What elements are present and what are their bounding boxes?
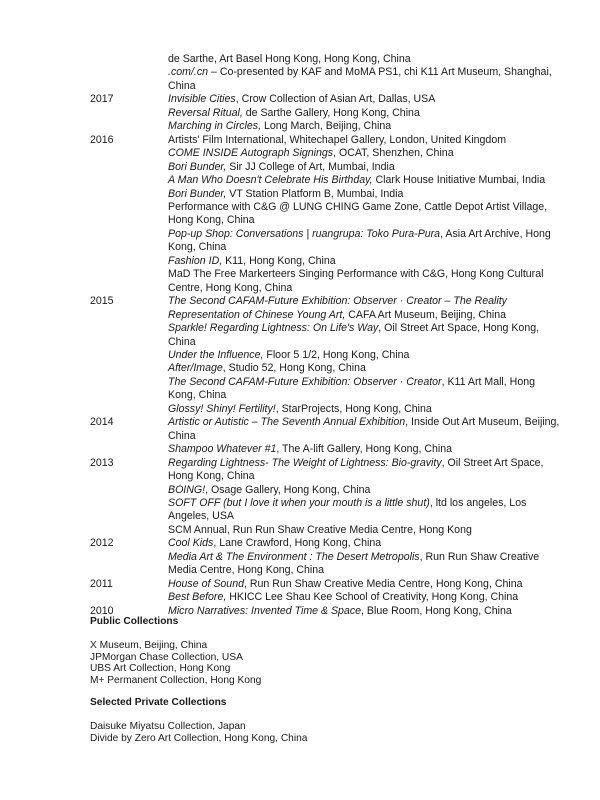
exhibition-row <box>90 295 560 322</box>
exhibition-year <box>90 161 168 174</box>
exhibition-row <box>90 457 560 484</box>
collection-item: X Museum, Beijing, China <box>90 640 208 651</box>
exhibition-title: Best Before, <box>168 591 227 604</box>
exhibition-venue: , StarProjects, Hong Kong, China <box>275 402 432 415</box>
exhibition-entry <box>168 53 560 66</box>
exhibition-row <box>90 161 560 174</box>
exhibition-entry <box>168 457 560 484</box>
exhibition-title: The Second CAFAM-Future Exhibition: Observer · Creator <box>168 375 442 388</box>
exhibition-title: Under the Influence, <box>168 348 264 361</box>
exhibition-venue: , K11 Art Mall, Hong Kong, China <box>168 375 536 402</box>
exhibition-title: Bori Bunder, <box>168 187 227 200</box>
exhibition-venue: , Oil Street Art Space, Hong Kong, China <box>168 456 544 483</box>
exhibition-entry <box>168 188 560 201</box>
exhibition-entry <box>168 416 560 443</box>
exhibition-venue: , Studio 52, Hong Kong, China <box>222 362 366 375</box>
exhibition-entry <box>168 497 560 524</box>
exhibition-year <box>90 551 168 578</box>
exhibition-venue: , Blue Room, Hong Kong, China <box>361 604 512 617</box>
exhibition-venue: Artists' Film International, Whitechapel Gallery, London, United Kingdom <box>168 133 507 146</box>
exhibition-year: 2015 <box>90 295 114 308</box>
exhibition-year: 2011 <box>90 577 113 590</box>
exhibition-venue: Performance with C&G @ LUNG CHING Game Zone, Cattle Depot Artist Village, Hong Kong, China <box>168 200 548 227</box>
exhibition-year <box>90 403 168 416</box>
exhibition-title: Bori Bunder, <box>168 160 227 173</box>
exhibition-venue: Sir JJ College of Art, Mumbai, India <box>226 160 395 173</box>
collection-item: JPMorgan Chase Collection, USA <box>90 651 243 663</box>
public-collections-section <box>90 616 560 686</box>
exhibition-venue: , Inside Out Art Museum, Beijing, China <box>168 416 560 442</box>
exhibition-entry <box>168 484 560 497</box>
exhibition-venue: de Sarthe Gallery, Hong Kong, China <box>242 106 420 119</box>
exhibition-entry <box>168 362 560 375</box>
public-collections-heading: Public Collections <box>90 616 179 627</box>
exhibition-year <box>90 376 168 403</box>
exhibition-year <box>90 349 168 362</box>
exhibition-year: 2013 <box>90 456 114 469</box>
exhibition-row <box>90 349 560 362</box>
collection-item: Daisuke Miyatsu Collection, Japan <box>90 721 246 732</box>
exhibition-row <box>90 188 560 201</box>
exhibition-year <box>90 107 168 120</box>
exhibition-venue: Long March, Beijing, China <box>261 120 392 133</box>
exhibition-title: Fashion ID, <box>168 254 223 267</box>
exhibition-venue: VT Station Platform B, Mumbai, India <box>226 187 404 200</box>
exhibition-venue: – Co-presented by KAF and MoMA PS1, chi K11 Art Museum, Shanghai, China <box>168 66 552 92</box>
exhibition-entry <box>168 443 560 456</box>
exhibition-entry <box>168 537 560 550</box>
private-collections-section <box>90 697 560 744</box>
exhibition-entry <box>168 591 560 604</box>
exhibition-year <box>90 443 168 456</box>
exhibition-title: Reversal Ritual, <box>168 106 243 119</box>
exhibition-list <box>90 53 560 618</box>
exhibition-year: 2012 <box>90 537 114 550</box>
exhibition-entry <box>168 228 560 255</box>
exhibition-venue: , Run Run Shaw Creative Media Centre, Hong Kong, China <box>243 577 523 590</box>
exhibition-row <box>90 107 560 120</box>
exhibition-year: 2014 <box>90 416 114 429</box>
exhibition-entry <box>168 524 560 537</box>
exhibition-row <box>90 484 560 497</box>
exhibition-row <box>90 416 560 443</box>
exhibition-row <box>90 591 560 604</box>
exhibition-title: Shampoo Whatever #1 <box>168 443 277 456</box>
exhibition-venue: Floor 5 1/2, Hong Kong, China <box>263 348 410 361</box>
exhibition-venue: , Oil Street Art Space, Hong Kong, China <box>168 322 540 348</box>
exhibition-year <box>90 484 168 497</box>
exhibition-venue: Clark House Initiative Mumbai, India <box>372 174 546 187</box>
exhibition-venue: , Crow Collection of Asian Art, Dallas, USA <box>235 93 436 106</box>
exhibition-entry <box>168 268 560 295</box>
exhibition-entry <box>168 93 560 106</box>
private-collections-heading: Selected Private Collections <box>90 697 227 708</box>
exhibition-row <box>90 53 560 66</box>
exhibition-title: COME INSIDE Autograph Signings <box>168 147 334 160</box>
exhibition-year <box>90 66 168 93</box>
exhibition-row <box>90 268 560 295</box>
exhibition-entry <box>168 295 560 322</box>
exhibition-row <box>90 134 560 147</box>
exhibition-venue: K11, Hong Kong, China <box>222 254 336 267</box>
exhibition-row <box>90 120 560 133</box>
exhibition-title: SOFT OFF (but I love it when your mouth is a little shut) <box>168 496 430 509</box>
exhibition-title: Sparkle! Regarding Lightness: On Life's Way <box>168 322 379 335</box>
exhibition-row <box>90 403 560 416</box>
exhibition-row <box>90 362 560 375</box>
exhibition-entry <box>168 107 560 120</box>
exhibition-venue: , ltd los angeles, Los Angeles, USA <box>168 496 527 523</box>
exhibition-year <box>90 362 168 375</box>
exhibition-title: Invisible Cities <box>168 93 236 106</box>
exhibition-venue: , Run Run Shaw Creative Media Centre, Hong Kong, China <box>168 550 540 577</box>
exhibition-row <box>90 376 560 403</box>
exhibition-venue: HKICC Lee Shau Kee School of Creativity, Hong Kong, China <box>226 591 519 604</box>
exhibition-title: Artistic or Autistic – The Seventh Annual Exhibition <box>168 416 406 429</box>
exhibition-row <box>90 497 560 524</box>
exhibition-title: Regarding Lightness- The Weight of Lightness: Bio-gravity <box>168 456 442 469</box>
exhibition-year <box>90 591 168 604</box>
exhibition-venue: , Osage Gallery, Hong Kong, China <box>205 483 371 496</box>
exhibition-year <box>90 255 168 268</box>
exhibition-entry <box>168 147 560 160</box>
exhibition-entry <box>168 66 560 93</box>
exhibition-venue: , The A-lift Gallery, Hong Kong, China <box>276 443 453 456</box>
exhibition-entry <box>168 349 560 362</box>
exhibition-title: A Man Who Doesn't Celebrate His Birthday, <box>168 174 373 187</box>
public-collections-list <box>90 640 560 686</box>
exhibition-title: Glossy! Shiny! Fertility! <box>168 402 276 415</box>
collection-item: Divide by Zero Art Collection, Hong Kong, China <box>90 732 308 744</box>
exhibition-title: Pop-up Shop: Conversations | ruangrupa: Toko Pura-Pura <box>168 227 441 240</box>
exhibition-title: Cool Kids <box>168 537 214 550</box>
exhibition-row <box>90 255 560 268</box>
exhibition-entry <box>168 376 560 403</box>
exhibition-entry <box>168 255 560 268</box>
exhibition-row <box>90 551 560 578</box>
exhibition-venue: SCM Annual, Run Run Shaw Creative Media Centre, Hong Kong <box>168 523 472 536</box>
exhibition-year <box>90 322 168 349</box>
exhibition-venue: CAFA Art Museum, Beijing, China <box>345 308 507 321</box>
exhibition-venue: MaD The Free Markerteers Singing Performance with C&G, Hong Kong Cultural Centre, Hong Kong, China <box>168 268 544 294</box>
exhibition-row <box>90 174 560 187</box>
exhibition-row <box>90 147 560 160</box>
exhibition-title: Media Art & The Environment : The Desert Metropolis <box>168 550 420 563</box>
exhibition-title: Marching in Circles, <box>168 120 262 133</box>
exhibition-year: 2017 <box>90 93 114 106</box>
exhibition-row <box>90 66 560 93</box>
exhibition-entry <box>168 551 560 578</box>
exhibition-year <box>90 268 168 295</box>
exhibition-year <box>90 147 168 160</box>
exhibition-year <box>90 188 168 201</box>
exhibition-venue: , OCAT, Shenzhen, China <box>333 147 454 160</box>
exhibition-title: After/Image <box>168 362 223 375</box>
exhibition-row <box>90 201 560 228</box>
exhibition-row <box>90 322 560 349</box>
exhibition-year <box>90 524 168 537</box>
exhibition-entry <box>168 201 560 228</box>
exhibition-year <box>90 120 168 133</box>
exhibition-year: 2016 <box>90 133 114 146</box>
exhibition-year <box>90 228 168 255</box>
exhibition-venue: de Sarthe, Art Basel Hong Kong, Hong Kong, China <box>168 53 411 65</box>
private-collections-list <box>90 721 560 744</box>
exhibition-title: House of Sound <box>168 577 244 590</box>
exhibition-row <box>90 524 560 537</box>
collection-item: M+ Permanent Collection, Hong Kong <box>90 674 262 686</box>
exhibition-title: The Second CAFAM-Future Exhibition: Observer · Creator – The Reality Representation of Chinese Young Art, <box>168 295 507 321</box>
exhibition-title: .com/.cn <box>168 66 209 79</box>
exhibition-entry <box>168 322 560 349</box>
exhibition-year: 2010 <box>90 604 114 617</box>
exhibition-entry <box>168 161 560 174</box>
exhibition-row <box>90 93 560 106</box>
exhibition-row <box>90 578 560 591</box>
exhibition-entry <box>168 120 560 133</box>
exhibition-venue: , Asia Art Archive, Hong Kong, China <box>168 227 551 254</box>
exhibition-year <box>90 201 168 228</box>
exhibition-entry <box>168 578 560 591</box>
exhibition-year <box>90 497 168 524</box>
exhibition-venue: , Lane Crawford, Hong Kong, China <box>213 537 382 550</box>
exhibition-year <box>90 53 168 66</box>
exhibition-entry <box>168 403 560 416</box>
exhibition-entry <box>168 134 560 147</box>
exhibition-row <box>90 443 560 456</box>
exhibition-year <box>90 174 168 187</box>
exhibition-title: BOING! <box>168 483 206 496</box>
exhibition-title: Micro Narratives: Invented Time & Space <box>168 604 362 617</box>
exhibition-row <box>90 228 560 255</box>
exhibition-entry <box>168 174 560 187</box>
exhibition-row <box>90 537 560 550</box>
collection-item: UBS Art Collection, Hong Kong <box>90 663 231 674</box>
